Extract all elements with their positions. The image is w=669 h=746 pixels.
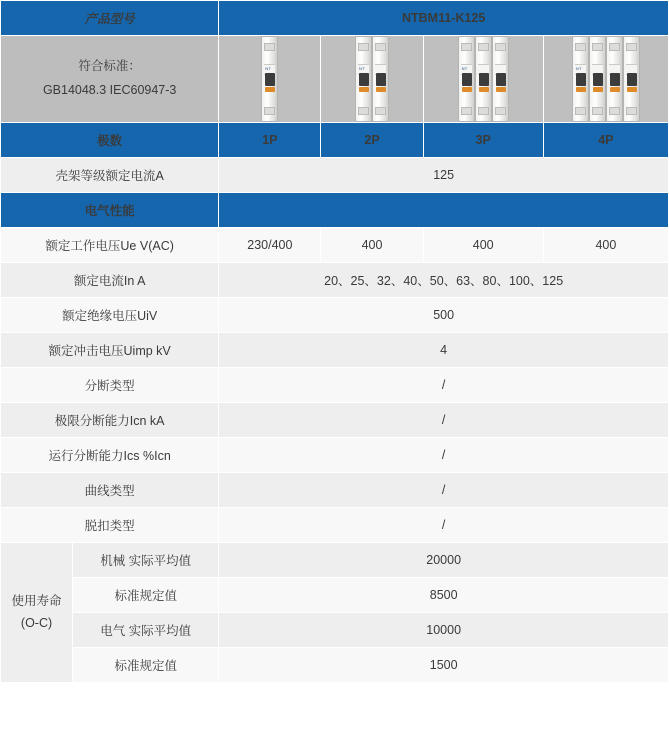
life-row xyxy=(1,648,669,683)
breaker-3p-graphic: NT xyxy=(458,36,509,122)
life-value-3: 1500 xyxy=(219,648,669,683)
life-row xyxy=(1,578,669,613)
row-value-5: / xyxy=(219,403,669,438)
frame-current-label: 壳架等级额定电流A xyxy=(1,158,219,193)
life-label-line1: 使用寿命 xyxy=(11,594,62,609)
poles-value-3p: 3P xyxy=(423,123,543,158)
life-value-1: 8500 xyxy=(219,578,669,613)
row-label-6: 运行分断能力Ics %Icn xyxy=(1,438,219,473)
product-image-4p xyxy=(543,36,668,123)
model-label: 产品型号 xyxy=(1,1,219,36)
breaker-1p-graphic: NT xyxy=(261,36,278,122)
row-value-4: / xyxy=(219,368,669,403)
row-value-7: / xyxy=(219,473,669,508)
table-row xyxy=(1,438,669,473)
table-row xyxy=(1,368,669,403)
poles-value-4p: 4P xyxy=(543,123,668,158)
life-row xyxy=(1,543,669,578)
row-label-7: 曲线类型 xyxy=(1,473,219,508)
table-row xyxy=(1,508,669,543)
product-image-3p xyxy=(423,36,543,123)
standard-image-row xyxy=(1,36,669,123)
poles-row xyxy=(1,123,669,158)
frame-current-value: 125 xyxy=(219,158,669,193)
row-label-2: 额定绝缘电压UiV xyxy=(1,298,219,333)
table-row xyxy=(1,263,669,298)
table-header-row xyxy=(1,1,669,36)
poles-value-2p: 2P xyxy=(321,123,423,158)
table-row xyxy=(1,228,669,263)
life-value-2: 10000 xyxy=(219,613,669,648)
row-value-0-1p: 230/400 xyxy=(219,228,321,263)
breaker-2p-graphic: NT xyxy=(355,36,389,122)
standard-line1: 符合标准： xyxy=(78,59,141,74)
life-label-line2: (O-C) xyxy=(20,615,53,630)
row-label-0: 额定工作电压Ue V(AC) xyxy=(1,228,219,263)
frame-current-row xyxy=(1,158,669,193)
row-label-1: 额定电流In A xyxy=(1,263,219,298)
table-row xyxy=(1,403,669,438)
row-label-5: 极限分断能力Icn kA xyxy=(1,403,219,438)
table-row xyxy=(1,473,669,508)
row-label-8: 脱扣类型 xyxy=(1,508,219,543)
row-label-3: 额定冲击电压Uimp kV xyxy=(1,333,219,368)
row-value-3: 4 xyxy=(219,333,669,368)
row-value-8: / xyxy=(219,508,669,543)
life-sub-0: 机械 实际平均值 xyxy=(73,543,219,578)
poles-value-1p: 1P xyxy=(219,123,321,158)
row-value-1: 20、25、32、40、50、63、80、100、125 xyxy=(219,263,669,298)
life-row xyxy=(1,613,669,648)
row-value-0-3p: 400 xyxy=(423,228,543,263)
life-sub-2: 电气 实际平均值 xyxy=(73,613,219,648)
standard-cell xyxy=(1,36,219,123)
life-sub-3: 标准规定值 xyxy=(73,648,219,683)
row-label-4: 分断类型 xyxy=(1,368,219,403)
table-row xyxy=(1,333,669,368)
table-row xyxy=(1,298,669,333)
model-value: NTBM11-K125 xyxy=(219,1,669,36)
electrical-section-blank xyxy=(219,193,669,228)
life-sub-1: 标准规定值 xyxy=(73,578,219,613)
row-value-0-2p: 400 xyxy=(321,228,423,263)
electrical-section-label: 电气性能 xyxy=(1,193,219,228)
row-value-6: / xyxy=(219,438,669,473)
breaker-4p-graphic: NT xyxy=(572,36,640,122)
electrical-section-row xyxy=(1,193,669,228)
standard-line2: GB14048.3 IEC60947-3 xyxy=(42,83,177,97)
row-value-2: 500 xyxy=(219,298,669,333)
row-value-0-4p: 400 xyxy=(543,228,668,263)
life-value-0: 20000 xyxy=(219,543,669,578)
product-image-1p xyxy=(219,36,321,123)
product-image-2p xyxy=(321,36,423,123)
poles-label: 极数 xyxy=(1,123,219,158)
life-label xyxy=(1,543,73,683)
